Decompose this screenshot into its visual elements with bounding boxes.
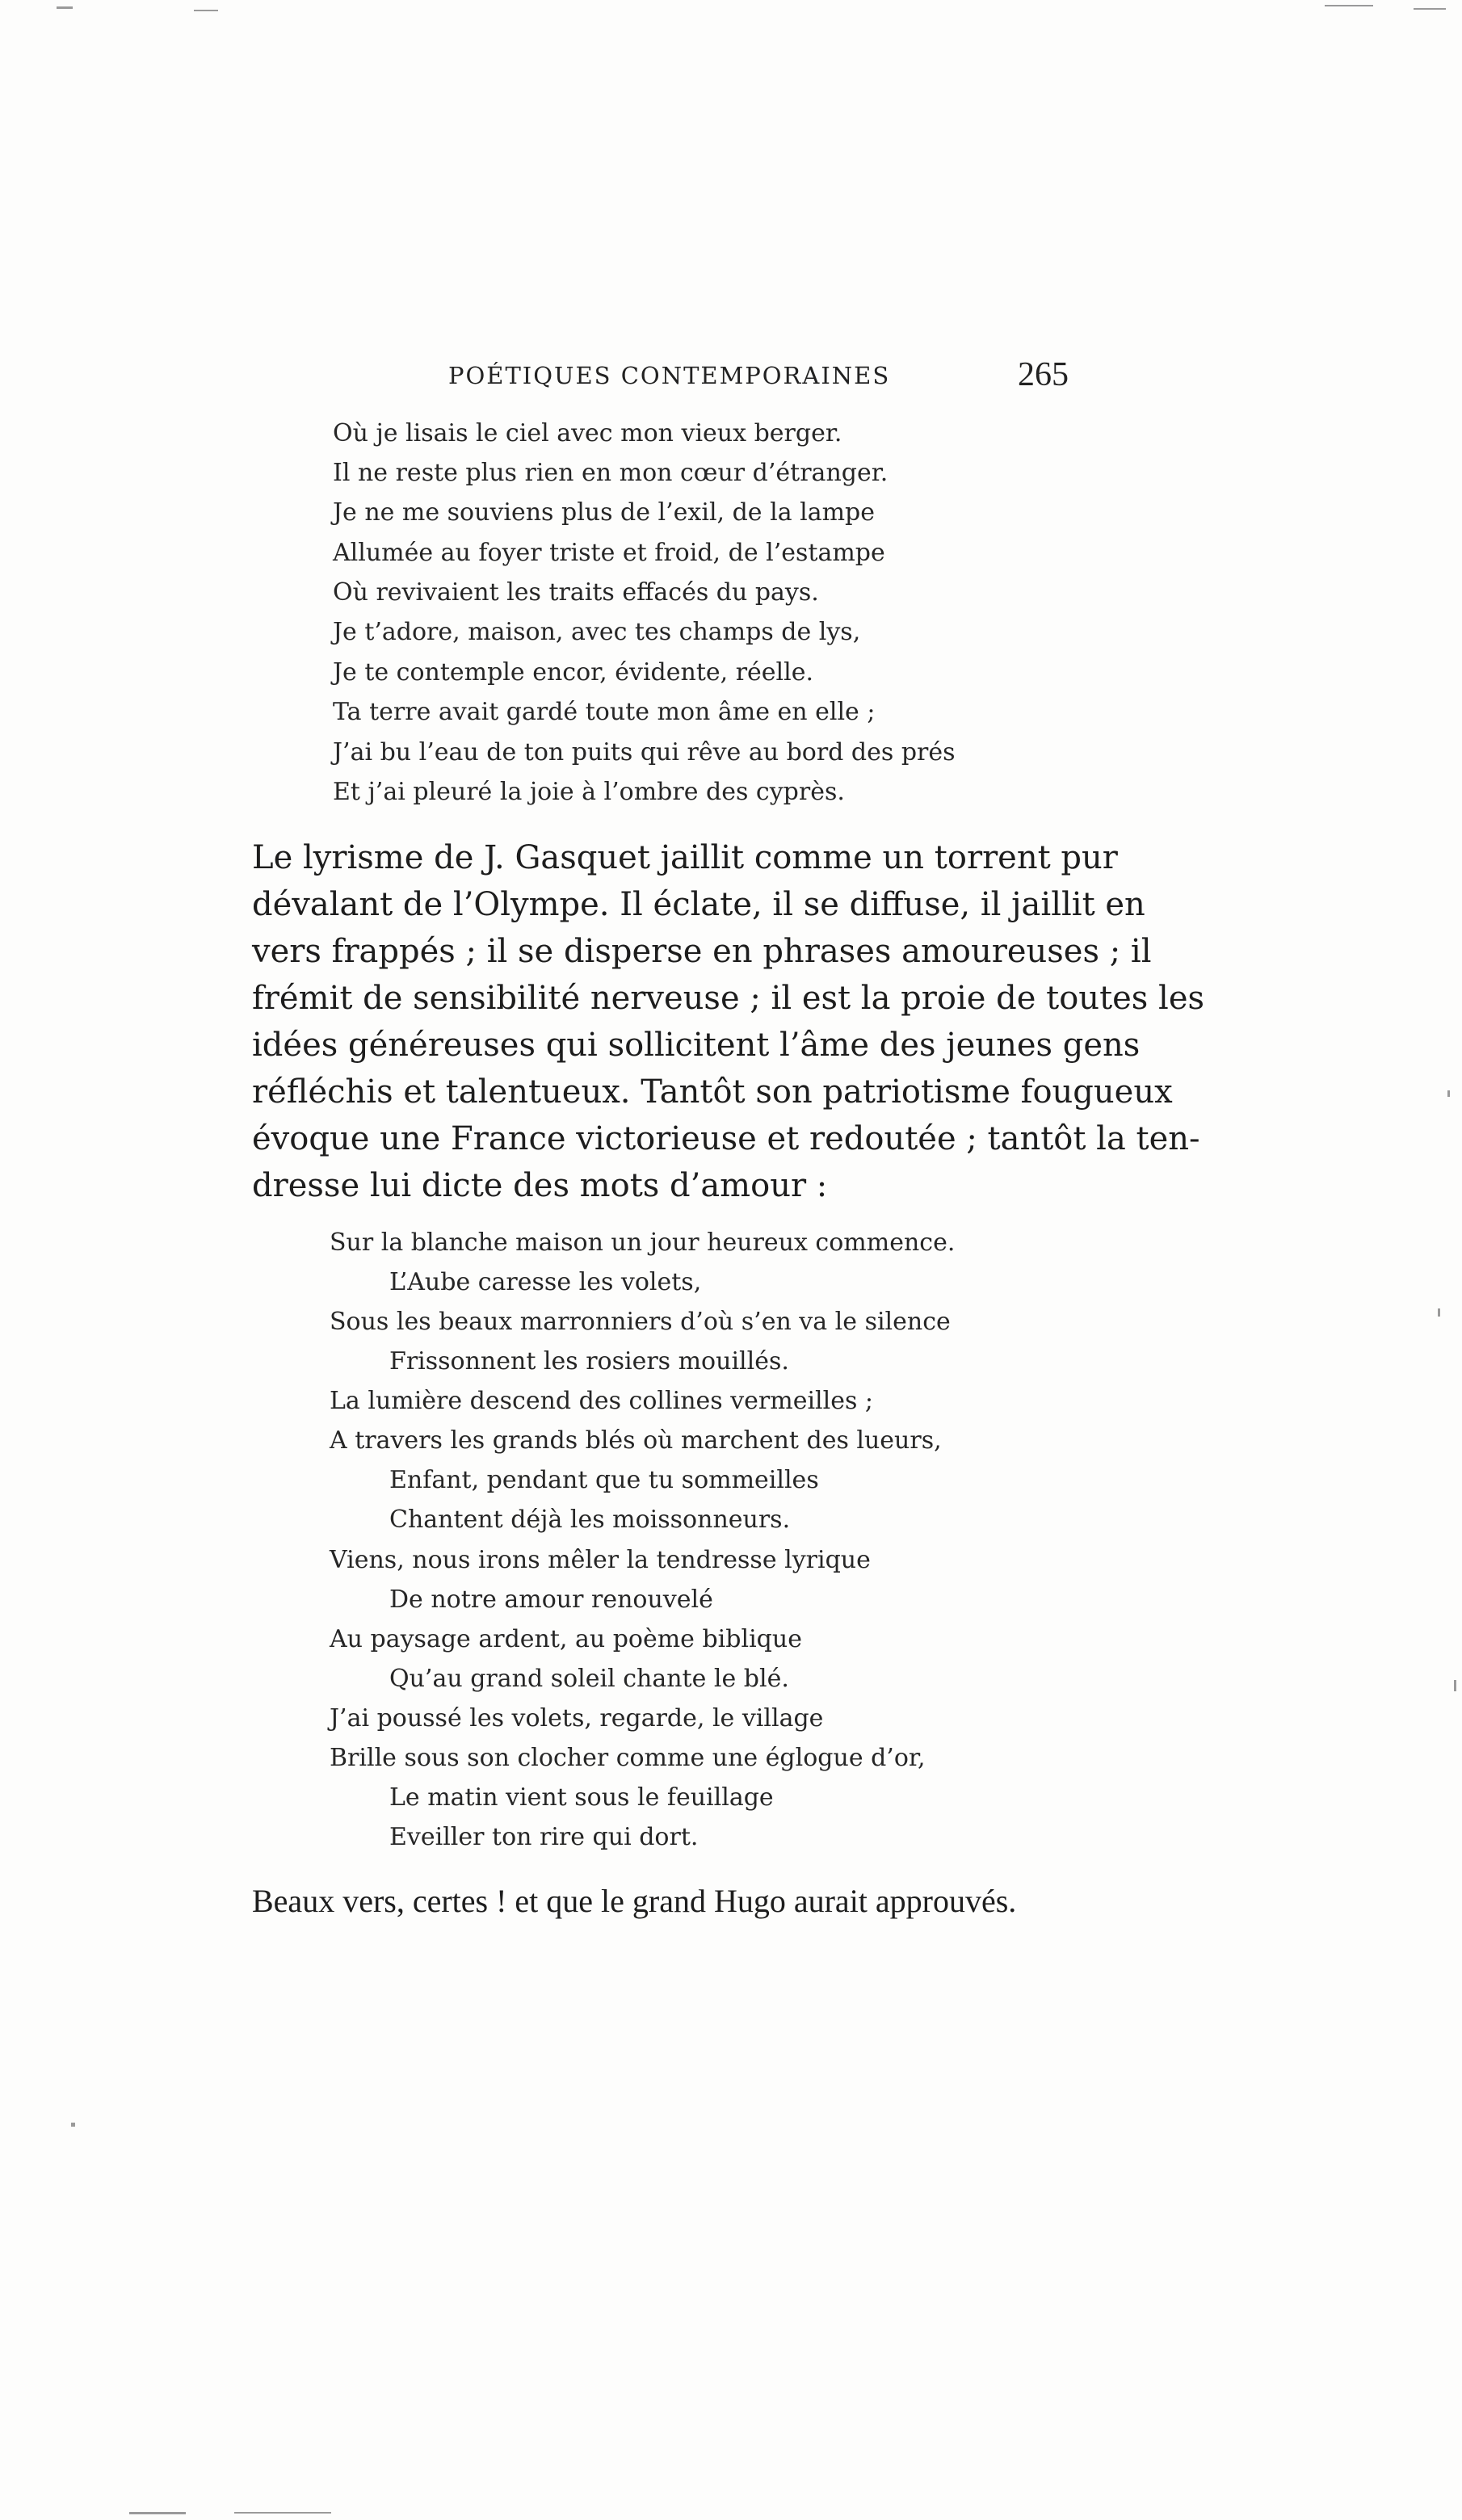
scan-speck bbox=[1414, 8, 1446, 10]
closing-line: Beaux vers, certes ! et que le grand Hugo aurait approuvés. bbox=[252, 1883, 1017, 1919]
verse-line: Eveiller ton rire qui dort. bbox=[389, 1823, 699, 1851]
running-title: POÉTIQUES CONTEMPORAINES bbox=[448, 362, 891, 389]
scan-speck bbox=[57, 6, 73, 9]
scan-speck bbox=[1454, 1680, 1456, 1691]
paragraph-line: Le lyrisme de J. Gasquet jaillit comme un torrent pur bbox=[252, 839, 1118, 876]
verse-line: Je ne me souviens plus de l’exil, de la lampe bbox=[333, 498, 876, 527]
verse-line: Sur la blanche maison un jour heureux commence. bbox=[330, 1228, 956, 1257]
scan-speck bbox=[1325, 5, 1373, 6]
page-number: 265 bbox=[1018, 356, 1069, 393]
verse-line: Viens, nous irons mêler la tendresse lyrique bbox=[330, 1546, 871, 1574]
scan-speck bbox=[194, 10, 218, 11]
verse-line: Il ne reste plus rien en mon cœur d’étranger. bbox=[333, 459, 889, 487]
paragraph-line: vers frappés ; il se disperse en phrases amoureuses ; il bbox=[252, 933, 1152, 970]
verse-line: Brille sous son clocher comme une églogue d’or, bbox=[330, 1744, 926, 1772]
verse-line: Où revivaient les traits effacés du pays. bbox=[333, 578, 819, 607]
scan-speck bbox=[129, 2512, 186, 2514]
verse-line: Je te contemple encor, évidente, réelle. bbox=[333, 658, 814, 687]
scan-speck bbox=[1447, 1090, 1450, 1097]
paragraph-line: frémit de sensibilité nerveuse ; il est la proie de toutes les bbox=[252, 980, 1205, 1017]
verse-line: J’ai poussé les volets, regarde, le village bbox=[330, 1704, 824, 1732]
verse-line: Je t’adore, maison, avec tes champs de lys, bbox=[333, 618, 861, 646]
running-head bbox=[0, 355, 1462, 404]
verse-line: Allumée au foyer triste et froid, de l’estampe bbox=[333, 539, 885, 567]
paragraph-line: dresse lui dicte des mots d’amour : bbox=[252, 1167, 828, 1204]
verse-line: Ta terre avait gardé toute mon âme en elle ; bbox=[333, 698, 876, 726]
verse-line: Qu’au grand soleil chante le blé. bbox=[389, 1665, 789, 1693]
verse-line: Frissonnent les rosiers mouillés. bbox=[389, 1347, 789, 1376]
verse-line: J’ai bu l’eau de ton puits qui rêve au bord des prés bbox=[333, 738, 956, 766]
paragraph-line: idées généreuses qui sollicitent l’âme des jeunes gens bbox=[252, 1027, 1141, 1064]
verse-line: Sous les beaux marronniers d’où s’en va le silence bbox=[330, 1308, 951, 1336]
verse-line: De notre amour renouvelé bbox=[389, 1586, 713, 1614]
scan-speck bbox=[234, 2512, 331, 2514]
verse-line: A travers les grands blés où marchent des lueurs, bbox=[330, 1426, 942, 1455]
verse-line: Le matin vient sous le feuillage bbox=[389, 1783, 774, 1812]
verse-line: La lumière descend des collines vermeilles ; bbox=[330, 1387, 874, 1415]
verse-line: Et j’ai pleuré la joie à l’ombre des cyprès. bbox=[333, 778, 845, 806]
paragraph-line: réfléchis et talentueux. Tantôt son patriotisme fougueux bbox=[252, 1073, 1173, 1111]
paragraph-line: évoque une France victorieuse et redoutée ; tantôt la ten- bbox=[252, 1120, 1200, 1157]
scan-speck bbox=[1438, 1308, 1440, 1317]
verse-line: L’Aube caresse les volets, bbox=[389, 1268, 702, 1296]
scan-speck bbox=[71, 2123, 75, 2127]
verse-line: Chantent déjà les moissonneurs. bbox=[389, 1506, 791, 1534]
verse-line: Où je lisais le ciel avec mon vieux berger. bbox=[333, 419, 842, 447]
paragraph-line: dévalant de l’Olympe. Il éclate, il se diffuse, il jaillit en bbox=[252, 886, 1145, 923]
verse-line: Enfant, pendant que tu sommeilles bbox=[389, 1466, 819, 1494]
verse-line: Au paysage ardent, au poème biblique bbox=[330, 1625, 802, 1653]
